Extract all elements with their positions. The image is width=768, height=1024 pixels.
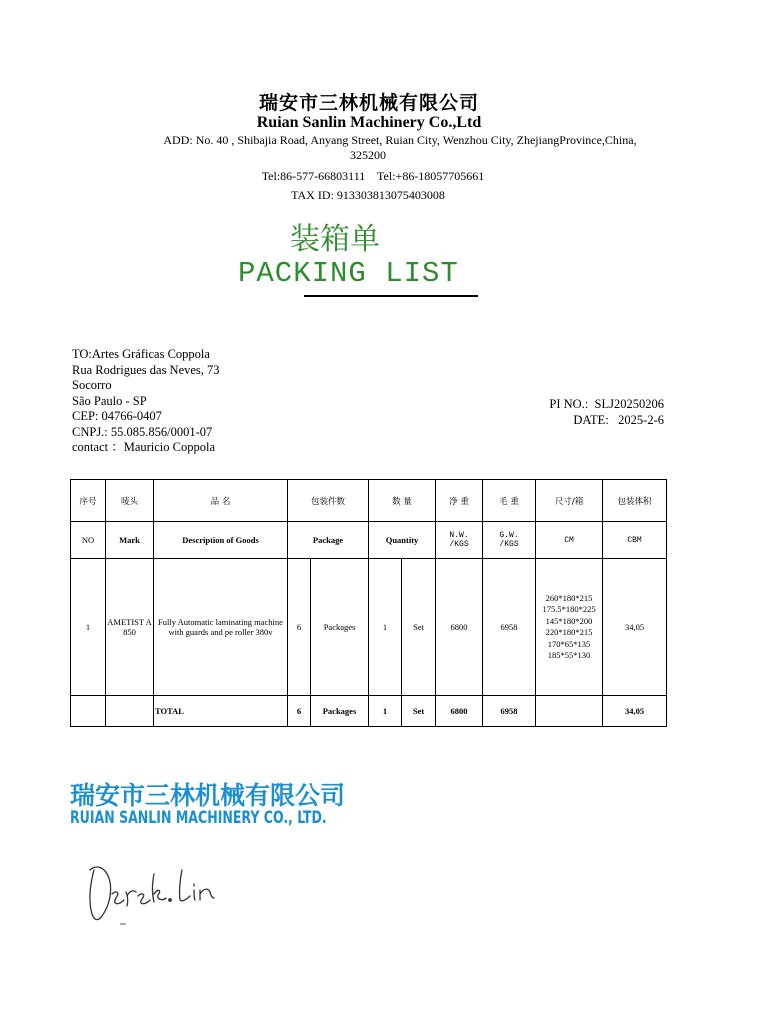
goods-table [70, 479, 667, 727]
pi-date: DATE: 2025-2-6 [573, 412, 664, 427]
row-mark: AMETIST A 850 [106, 559, 154, 696]
header-en-cm: CM [536, 522, 603, 559]
cm-line: 220*180*215 [545, 627, 593, 637]
header-en-gw-line2: /KGS [499, 540, 519, 549]
header-en-nw [436, 522, 483, 559]
total-cbm: 34,05 [603, 696, 667, 727]
header-cn-cbm: 包装体积 [603, 480, 667, 522]
company-address-line2: 325200 [350, 148, 386, 162]
header-en-package: Package [288, 522, 369, 559]
header-cn-mark: 唛头 [106, 480, 154, 522]
row-cm [536, 559, 603, 696]
recipient-district: Socorro [72, 378, 112, 392]
header-en-description: Description of Goods [154, 522, 288, 559]
company-name-en: Ruian Sanlin Machinery Co.,Ltd [256, 114, 482, 131]
header-en-nw-line1: N.W. [449, 531, 469, 540]
recipient-cnpj: CNPJ.: 55.085.856/0001-07 [72, 424, 213, 439]
total-cm-cell [536, 696, 603, 727]
document-title-en: PACKING LIST [238, 257, 459, 290]
total-package-unit: Packages [311, 696, 369, 727]
total-no-cell [71, 696, 106, 727]
document-title-cn: 装箱单 [290, 222, 380, 257]
cm-line: 145*180*200 [545, 615, 593, 626]
company-name-cn: 瑞安市三林机械有限公司 [258, 92, 479, 114]
company-address-line1: ADD: No. 40 , Shibajia Road, Anyang Street, Ruian City, Wenzhou City, ZhejiangProvince,China, [163, 133, 637, 147]
pi-number: PI NO.: SLJ20250206 [549, 397, 664, 411]
header-cn-package: 包装件数 [288, 480, 369, 522]
total-quantity-unit: Set [402, 696, 436, 727]
row-cbm: 34,05 [603, 559, 667, 696]
recipient-cep: CEP: 04766-0407 [72, 409, 162, 423]
pi-block [520, 397, 664, 428]
header-cn-no: 序号 [71, 480, 106, 522]
recipient-name: TO:Artes Gráficas Coppola [72, 347, 210, 361]
total-mark-cell [106, 696, 154, 727]
header-en-gw-line1: G.W. [499, 531, 519, 540]
table-header-en [71, 522, 667, 559]
row-quantity-unit: Set [402, 559, 436, 696]
row-description: Fully Automatic laminating machine with guards and pe roller 380v [154, 559, 288, 696]
recipient-block [72, 347, 220, 456]
cm-line: 185*55*130 [547, 650, 591, 660]
header-en-quantity: Quantity [369, 522, 436, 559]
header-cn-nw: 净 重 [436, 480, 483, 522]
total-nw: 6800 [436, 696, 483, 727]
cm-line: 260*180*215 [545, 592, 593, 603]
cm-line: 170*65*135 [547, 638, 591, 649]
company-stamp-en: RUIAN SANLIN MACHINERY CO., LTD. [70, 808, 327, 828]
company-tax-id: TAX ID: 913303813075403008 [291, 188, 445, 202]
header-en-gw [483, 522, 536, 559]
header-en-no: NO [71, 522, 106, 559]
company-stamp-cn: 瑞安市三林机械有限公司 [70, 781, 346, 810]
total-label: TOTAL [154, 696, 288, 727]
recipient-street: Rua Rodrigues das Neves, 73 [72, 362, 220, 377]
header-cn-cm: 尺寸/箱 [536, 480, 603, 522]
row-nw: 6800 [436, 559, 483, 696]
row-package-count: 6 [288, 559, 311, 696]
header-en-cbm: CBM [603, 522, 667, 559]
header-cn-quantity: 数 量 [369, 480, 436, 522]
total-gw: 6958 [483, 696, 536, 727]
row-quantity-count: 1 [369, 559, 402, 696]
total-quantity-count: 1 [369, 696, 402, 727]
total-package-count: 6 [288, 696, 311, 727]
title-underline [304, 295, 478, 297]
header-en-mark: Mark [106, 522, 154, 559]
table-header-cn [71, 480, 667, 522]
table-row [71, 559, 667, 696]
recipient-contact: contact ：Mauricio Coppola [72, 440, 216, 454]
cm-line: 175.5*180*225 [542, 604, 596, 614]
table-total-row [71, 696, 667, 727]
row-no: 1 [71, 559, 106, 696]
handwritten-signature [82, 850, 232, 930]
row-package-unit: Packages [311, 559, 369, 696]
company-tel: Tel:86-577-66803111 Tel:+86-18057705661 [261, 169, 485, 183]
recipient-city: São Paulo - SP [72, 393, 147, 408]
header-cn-gw: 毛 重 [483, 480, 536, 522]
header-en-nw-line2: /KGS [449, 540, 469, 549]
header-cn-description: 品 名 [154, 480, 288, 522]
row-gw: 6958 [483, 559, 536, 696]
